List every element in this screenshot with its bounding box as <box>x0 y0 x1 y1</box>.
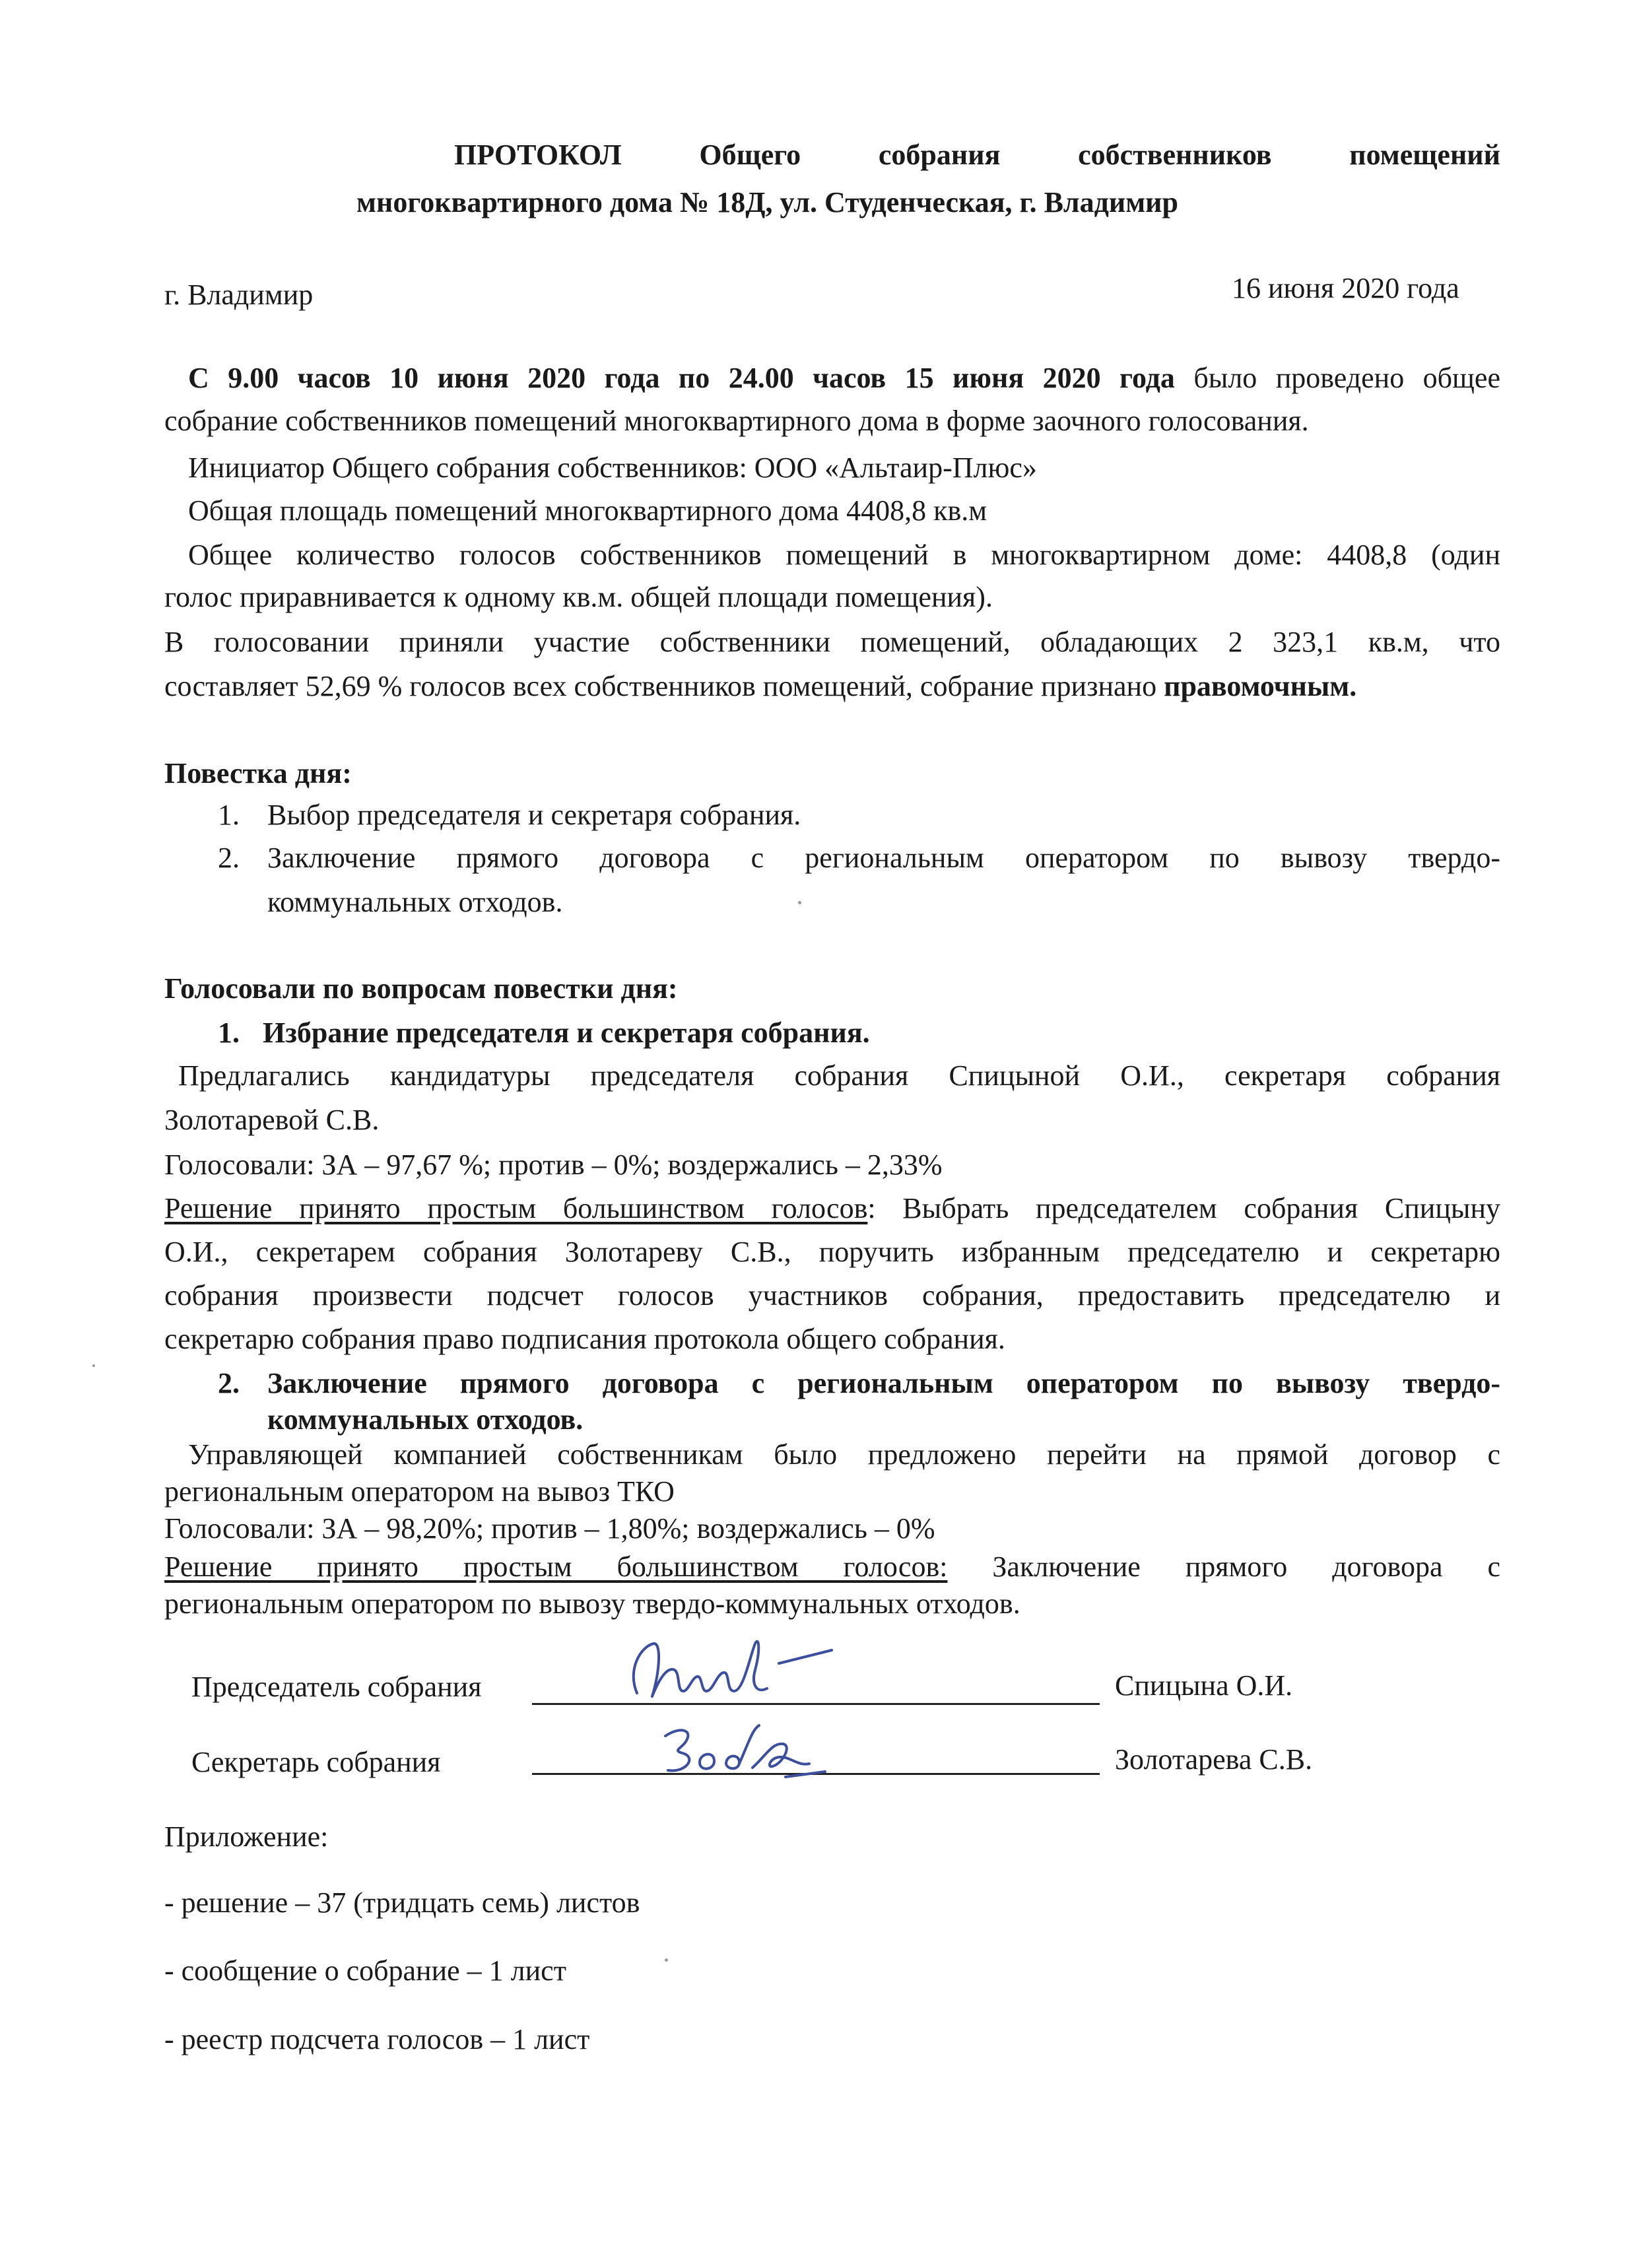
chair-label: Председатель собрания <box>191 1671 482 1703</box>
question-1-decision-label: Решение принято простым большинством голосов <box>164 1192 868 1224</box>
chair-signature <box>614 1630 865 1716</box>
appendix-heading: Приложение: <box>164 1820 329 1853</box>
question-1-decision-line-1 <box>164 1187 1500 1230</box>
appendix-item: - реестр подсчета голосов – 1 лист <box>164 2023 590 2055</box>
question-1-votes: Голосовали: ЗА – 97,67 %; против – 0%; воздержались – 2,33% <box>164 1149 943 1181</box>
chair-name: Спицына О.И. <box>1115 1669 1293 1702</box>
question-1-decision-line-4: секретарю собрания право подписания протокола общего собрания. <box>164 1323 1005 1355</box>
agenda-heading: Повестка дня: <box>164 757 352 789</box>
place-text: г. Владимир <box>164 279 314 311</box>
question-1-title: Избрание председателя и секретаря собрания. <box>263 1017 870 1049</box>
voting-heading: Голосовали по вопросам повестки дня: <box>164 972 678 1005</box>
question-1-candidates-line-2: Золотаревой С.В. <box>164 1104 380 1136</box>
question-2-proposal-line-2: региональным оператором на вывоз ТКО <box>164 1475 675 1508</box>
question-1-decision-text: : Выбрать председателем собрания Спицыну <box>867 1192 1500 1224</box>
question-2-number: 2. <box>218 1367 240 1399</box>
area-text: Общая площадь помещений многоквартирного дома 4408,8 кв.м <box>188 494 987 527</box>
title-line-1: ПРОТОКОЛ Общего собрания собственников помещений <box>454 139 1500 171</box>
votes-total-line-1: Общее количество голосов собственников помещений в многоквартирном доме: 4408,8 (один <box>188 539 1500 571</box>
secretary-signature <box>653 1716 852 1789</box>
agenda-item-2-number: 2. <box>218 842 240 874</box>
intro-line-2: собрание собственников помещений многоквартирного дома в форме заочного голосования. <box>164 405 1309 437</box>
scan-speck <box>92 1364 95 1367</box>
participation-text: составляет 52,69 % голосов всех собственников помещений, собрание признано <box>164 670 1164 702</box>
secretary-name: Золотарева С.В. <box>1115 1743 1313 1776</box>
intro-line-1 <box>188 357 1500 399</box>
participation-line-1: В голосовании приняли участие собственники помещений, обладающих 2 323,1 кв.м, что <box>164 626 1500 658</box>
agenda-item-1: Выбор председателя и секретаря собрания. <box>267 799 801 831</box>
intro-period-rest: было проведено общее <box>1174 362 1500 394</box>
agenda-item-1-number: 1. <box>218 799 240 831</box>
question-2-title-line-1: Заключение прямого договора с региональным оператором по вывозу твердо- <box>267 1367 1500 1399</box>
question-2-decision-line-2: региональным оператором по вывозу твердо-коммунальных отходов. <box>164 1587 1020 1620</box>
participation-line-2 <box>164 665 1356 708</box>
question-2-decision-line-1 <box>164 1546 1500 1588</box>
question-1-number: 1. <box>218 1017 240 1049</box>
votes-total-line-2: голос приравнивается к одному кв.м. общей площади помещения). <box>164 581 993 613</box>
appendix-item: - сообщение о собрание – 1 лист <box>164 1954 566 1987</box>
secretary-label: Секретарь собрания <box>191 1746 441 1778</box>
question-2-votes: Голосовали: ЗА – 98,20%; против – 1,80%; воздержались – 0% <box>164 1512 935 1545</box>
initiator-text: Инициатор Общего собрания собственников: ООО «Альтаир-Плюс» <box>188 451 1037 484</box>
agenda-item-2-line-1: Заключение прямого договора с региональным оператором по вывозу твердо- <box>267 842 1500 874</box>
appendix-item: - решение – 37 (тридцать семь) листов <box>164 1886 640 1919</box>
question-2-decision-text: Заключение прямого договора с <box>947 1551 1500 1583</box>
scan-speck <box>798 901 801 904</box>
question-2-proposal-line-1: Управляющей компанией собственникам было предложено перейти на прямой договор с <box>188 1438 1500 1471</box>
date-text: 16 июня 2020 года <box>1232 272 1459 304</box>
question-2-decision-label: Решение принято простым большинством голосов: <box>164 1551 948 1583</box>
quorum-status: правомочным. <box>1164 670 1357 702</box>
agenda-item-2-line-2: коммунальных отходов. <box>267 886 563 918</box>
question-2-title-line-2: коммунальных отходов. <box>267 1403 584 1436</box>
scan-speck <box>665 1958 668 1962</box>
question-1-decision-line-2: О.И., секретарем собрания Золотареву С.В., поручить избранным председателю и секретарю <box>164 1236 1500 1268</box>
question-1-candidates-line-1: Предлагались кандидатуры председателя собрания Спицыной О.И., секретаря собрания <box>178 1059 1500 1092</box>
question-1-decision-line-3: собрания произвести подсчет голосов участников собрания, предоставить председателю и <box>164 1279 1500 1312</box>
title-line-2: многоквартирного дома № 18Д, ул. Студенческая, г. Владимир <box>356 186 1178 218</box>
intro-period: С 9.00 часов 10 июня 2020 года по 24.00 часов 15 июня 2020 года <box>188 362 1175 394</box>
